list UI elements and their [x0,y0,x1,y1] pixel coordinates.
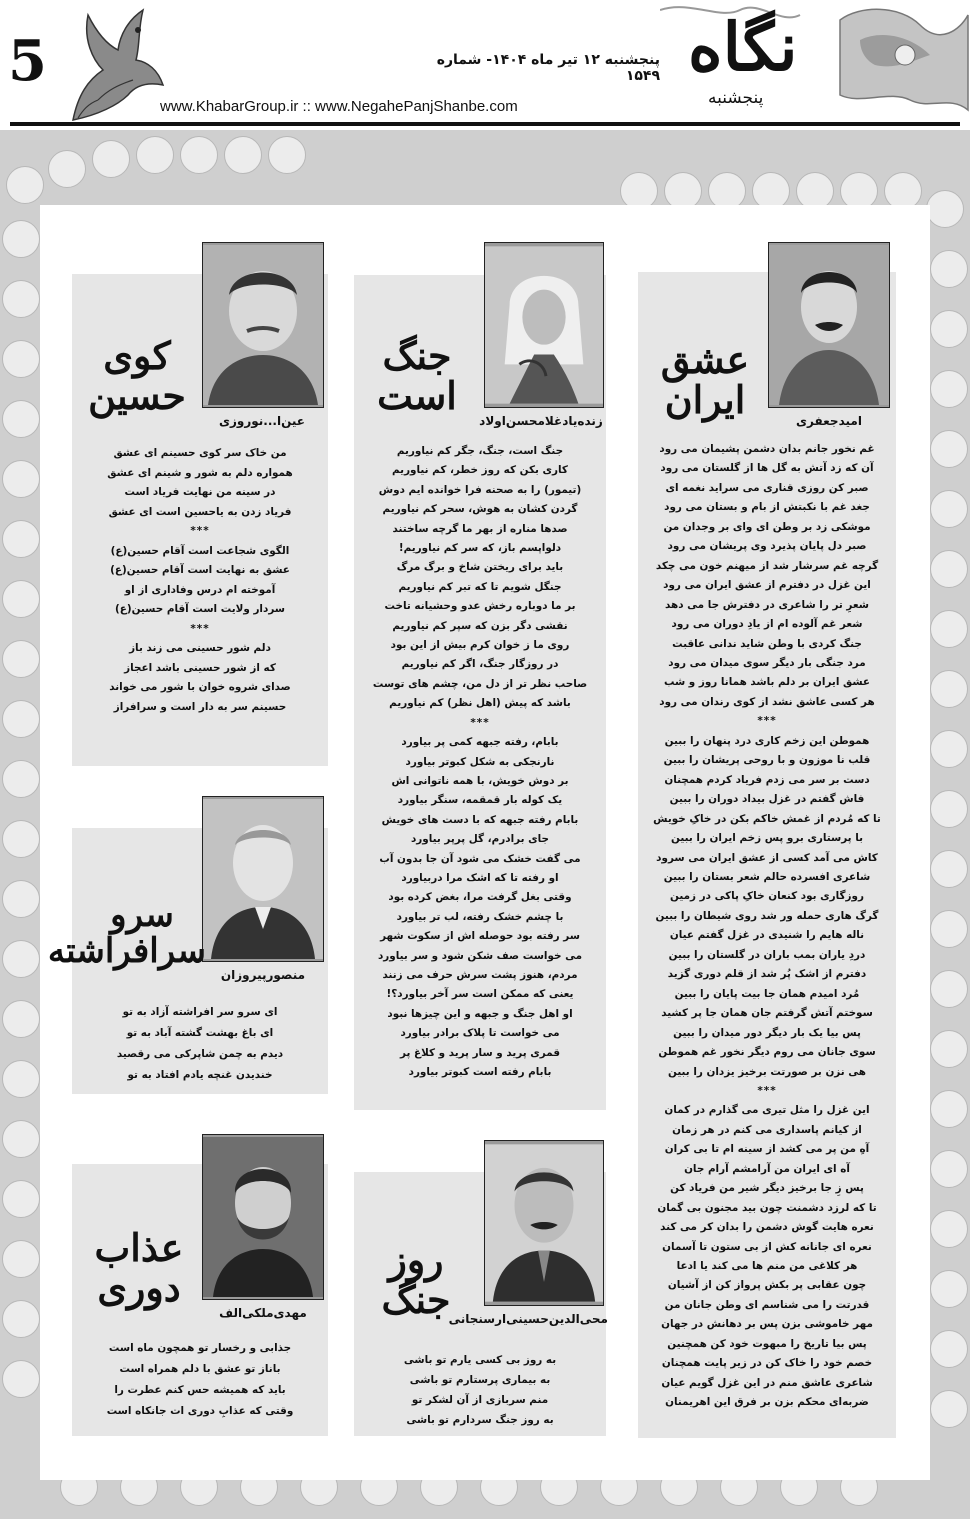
frame-hole [930,850,968,888]
poem-line: گردن کشان به هوش، سحر کم نیاوریم [382,503,578,516]
poem-line: جنگ کردی با وطن شاید ندانی عاقبت [672,637,862,650]
website-links[interactable]: www.KhabarGroup.ir :: www.NegahePanjShanbe.com [160,98,518,115]
poem-line: بابام رفته جبهه که با دست های خویش [381,813,579,826]
poem-line: خصم خود را خاک کن در زیر پایت همچنان [661,1357,873,1370]
poem-line: منم سربازی از آن لشکر تو [411,1394,549,1406]
author-photo [202,796,324,962]
poem-line: من خاک سر کوی حسینم ای عشق [113,447,287,459]
masthead-subtitle: پنجشنبه [708,88,764,108]
frame-hole [930,610,968,648]
poem-line: پس بیا یک بار دیگر دور میدان را ببین [673,1026,861,1039]
poem-title: عشق ایران [660,337,750,422]
poem-line: سردار ولایت است آقام حسین(ع) [114,603,286,615]
poem-line: غم نخور جانم بدان دشمن پشیمان می رود [659,443,875,455]
frame-hole [2,520,40,558]
poem-line: صبر دل پایان پذیرد وی پریشان می رود [667,540,867,553]
poem-line: مرد جنگی بار دیگر سوی میدان می رود [668,656,866,669]
frame-hole [930,730,968,768]
frame-hole [224,136,262,174]
author-name: مهدی‌ملکی‌الف [219,1306,307,1320]
frame-hole [2,1240,40,1278]
poem-line: ضربه‌ای محکم بزن بر فرق این اهریمنان [665,1396,869,1409]
frame-hole [136,136,174,174]
poem-line: الگوی شجاعت است آقام حسین(ع) [110,544,290,557]
frame-hole [2,1060,40,1098]
poem-line: آموخته ام درس وفاداری از او [124,583,276,596]
frame-hole [2,820,40,858]
poem-line: جنگل شویم تا که تبر کم نیاوریم [398,580,562,593]
poem-line: فاش گفتم در غزل بیداد دوران را ببین [669,793,865,806]
poem-line: شعرِ تر را شاعری در دفترش جا می دهد [665,598,869,611]
poem-line: این غزل در دفترم از عشق ایران می رود [663,579,871,592]
poem-line: باشد که پیش (اهل نظر) کم نیاوریم [389,697,571,710]
poem-line: گرچه غم سرشار شد از میهنم خون می چکد [655,559,879,572]
poem-line: آهِ من پر می کشد از سینه ام تا بی کران [664,1143,870,1156]
page-header [0,0,970,130]
poem-title: جنگ است [377,333,457,418]
frame-hole [930,250,968,288]
poem-line: هی نزن بر صورتت برخیز یزدان را ببین [667,1065,867,1078]
author-name: زنده‌یادغلامحسن‌اولاد [479,414,603,428]
poem-title: سرو سرافراشته [47,895,206,971]
poem-line: دلم شور حسینی می زند باز [129,642,271,654]
poem-line: مردم، هنوز پشت سرش حرف می زنند [382,968,578,981]
frame-hole [2,400,40,438]
poem-body [76,1338,324,1422]
phoenix-ornament-icon [58,0,168,125]
poem-line: عشق ایران بر دلم باشد همانا روز و شب [663,676,871,689]
poem-line: آه ای ایران من آرامشم آرام جان [684,1162,850,1175]
poem-line: بر دوش خویش، با همه ناتوانی اش [391,774,569,787]
poem-line: او رفته تا که اشک مرا دربیاورد [401,871,559,884]
frame-hole [2,1300,40,1338]
stanza-separator: *** [190,525,210,537]
poem-line: صبر کن روزی قناری می سراید نغمه ای [665,481,869,494]
poem-body [76,1002,324,1086]
page-number: 5 [8,28,47,94]
poem-title: عذاب دوری [94,1225,184,1310]
poem-line: شاعری عاشق منم در این غزل گویم عیان [661,1376,873,1389]
frame-hole [180,136,218,174]
poem-line: حسینم سر به دار است و سرافراز [113,700,287,713]
author-name: عین‌ا...نوروزی [219,414,305,428]
frame-hole [2,280,40,318]
poem-line: جغد غم با نکبتش از بام و بستان می رود [664,501,870,514]
poem-line: دردِ یاران بمب باران در گلستان را ببین [668,948,866,961]
frame-hole [930,790,968,828]
frame-hole [926,190,964,228]
poem-line: که از شور حسینی باشد اعجاز [124,661,276,674]
frame-hole [930,670,968,708]
poem-line: مهر خاموشی بزن پس بر دهانش در جهان [661,1318,873,1331]
masthead-title: نگاه [688,8,798,86]
stanza-separator: *** [757,715,777,728]
poem-line: باید برای ریختن شاخ و برگ مرگ [396,561,564,574]
frame-hole [930,1270,968,1308]
frame-hole [6,166,44,204]
poem-line: تا که لرزد دشمنت چون بید مجنون بی گمان [657,1201,877,1214]
poem-line: وقتی بغل گرفت مرا، بغض کرده بود [388,891,572,904]
poem-line: شعر غم آلوده ام از یادِ دوران می رود [671,618,863,631]
poem-line: صدای شروه خوان با شور می خواند [109,681,291,693]
poem-line: سوی جانان می روم دیگر نخور غم هموطن [658,1046,876,1059]
frame-hole [48,150,86,188]
frame-hole [930,490,968,528]
poem-line: ناله هایم را شنیدی در غزل گفتم عیان [669,929,865,942]
poem-line: آن که زد آتش به گل ها از گلستان می رود [660,462,874,475]
poem-line: روزگاری بود کنعان خاکِ پاکی در زمین [670,890,864,903]
poem-line: نارنجکی به شکل کبوتر بیاورد [405,755,555,768]
poem-line: باید که همیشه حس کنم عطرت را [114,1384,286,1396]
stanza-separator: *** [757,1084,777,1097]
poem-line: هموطن این زخم کاری درد پنهان را ببین [664,734,870,747]
poem-line: در سینه من نهایت فریاد است [124,486,276,498]
poem-line: سوختم آتش گرفتم جان همان جا پر کشید [661,1007,873,1020]
frame-hole [930,970,968,1008]
poem-line: وقتی که عذابِ دوری ات جانکاه است [106,1405,294,1417]
poem-body [358,442,602,1082]
author-photo [484,1140,604,1306]
poem-line: در روزگار جنگ، اگر کم نیاوریم [401,658,559,671]
poem-line: به روز بی کسی یارم تو باشی [403,1354,557,1366]
poem-line: موشکی زد بر وطن ای وای بر وجدان من [663,520,871,533]
poem-line: سر رفته بود حوصله اش از سکوت شهر [380,930,580,943]
poem-line: (تیمور) را به صحنه فرا خوانده ایم دوش [378,483,582,496]
poem-line: کاش می آمد کسی از عشق ایران می سرود [656,851,878,864]
poem-line: هر کسی عاشق نشد از کوی رندان می رود [659,695,875,708]
poem-title: کوی حسین [88,333,186,418]
poem-line: جای برادرم، گل پرپر بیاورد [410,833,550,846]
poem-line: یک کوله بار قمقمه، سنگر بیاورد [397,794,563,807]
frame-hole [930,1150,968,1188]
poem-line: یعنی که ممکن است سر آخر بیاورد؟! [386,988,574,1001]
poem-line: می خواست تا پلاک برادر بیاورد [400,1027,560,1040]
frame-hole [2,1360,40,1398]
author-name: منصورپیروزان [220,968,306,982]
frame-hole [2,1120,40,1158]
frame-hole [930,1210,968,1248]
poem-line: بابام، رفته جبهه کمی پر بیاورد [401,736,559,749]
poem-line: ای سرو سر افراشته آزاد به تو [122,1006,278,1018]
poem-line: صدها مناره از بهر ما گرچه ساختند [392,522,568,535]
poem-line: هر کلاغی من منم ها می کند یا ادعا [676,1260,858,1273]
frame-hole [930,370,968,408]
poem-line: همواره دلم به شور و شینم ای عشق [107,466,293,479]
poem-line: گرگ هاری حمله ور شد روی شیطان را ببین [655,909,879,922]
header-divider [10,122,960,126]
frame-hole [2,700,40,738]
frame-hole [930,550,968,588]
poem-line: نقشی دگر بزن که سپر کم نیاوریم [392,619,568,632]
poem-line: بابام رفته است کبوتر بیاورد [408,1066,552,1078]
poem-line: چون عقابی پر بکش پرواز کن از آشیان [667,1279,867,1292]
frame-hole [930,1090,968,1128]
frame-hole [2,1000,40,1038]
frame-hole [2,940,40,978]
poem-title: روز جنگ [381,1237,451,1322]
poem-line: روی ما ز خوان کرم بیش از این بود [390,639,570,652]
frame-hole [930,1030,968,1068]
stanza-separator: *** [470,716,490,729]
poem-line: تا که مُردم از غمش خاکم بکن در خاکِ خویش [653,812,881,825]
poem-line: به بیماری پرستارم تو باشی [409,1374,551,1386]
frame-hole [930,1390,968,1428]
author-name: امیدجعفری [796,414,862,428]
poem-line: دفترم از اشک پُر شد از قلم دوری گزید [667,968,867,981]
frame-hole [268,136,306,174]
poem-line: ای باغ بهشت گشته آباد به تو [126,1027,274,1039]
poem-line: با پرستاری برو پس زخم ایران را ببین [670,832,864,845]
poem-line: دلواپسم باز، که سر کم نیاوریم! [398,542,562,555]
author-photo [768,242,890,408]
poem-line: می گفت خشک می شود آن جا بدون آب [379,852,581,865]
poem-line: جذابی و رخسار تو همچون ماه است [108,1342,292,1354]
frame-hole [2,460,40,498]
poem-line: او اهل جنگ و جبهه و این چیزها نبود [387,1007,573,1020]
frame-hole [930,1330,968,1368]
poem-line: شاعری افسرده حالم شعر بستان را ببین [663,870,871,883]
poem-line: قمری پرید و سار پرید و کلاغ پر [399,1046,561,1059]
poem-line: خندیدن غنچه یادم افتاد به تو [127,1069,273,1081]
poem-line: این غزل را مثل تیری می گذارم در کمان [664,1104,870,1117]
frame-hole [930,430,968,468]
frame-hole [92,140,130,178]
poem-line: با چشم خشک رفته، لب تر بیاورد [396,910,564,923]
frame-hole [930,310,968,348]
frame-hole [930,910,968,948]
stanza-separator: *** [190,622,210,635]
poem-line: پس بیا تاریخ را مبهوت خود کن همچنین [667,1337,867,1350]
frame-hole [2,880,40,918]
frame-hole [2,220,40,258]
poem-line: فریاد زدن به یاحسین است ای عشق [108,505,292,518]
poem-body [358,1350,602,1430]
poem-line: دست بر سر می زدم فریاد کردم همچنان [664,773,870,786]
poem-body [76,444,324,717]
poem-body [642,440,892,1413]
poem-line: از کیانم پاسداری می کنم در هر زمان [672,1123,862,1136]
issue-date-line: پنجشنبه ۱۲ تیر ماه ۱۴۰۴- شماره ۱۵۴۹ [436,52,660,84]
poem-line: نعره ای جانانه کش از بی ستون تا آسمان [662,1240,872,1253]
frame-hole [2,760,40,798]
frame-hole [2,580,40,618]
poem-line: دیدم به چمن شاپرکی می رقصید [116,1048,284,1060]
poem-line: قدرتت را می شناسم ای وطن جانان من [664,1298,870,1311]
poem-line: جنگ است، جنگ، جگر کم نیاوریم [396,445,564,457]
author-photo [202,1134,324,1300]
poem-line: بر ما دوباره رخش عدو وحشیانه تاخت [384,600,576,613]
poem-line: می خواست صف شکن شود و سر بیاورد [377,949,583,962]
poem-line: عشق به نهایت است آقام حسین(ع) [110,564,290,576]
author-photo [202,242,324,408]
author-name: محی‌الدین‌حسینی‌ارسنجانی [448,1312,608,1326]
frame-hole [2,1180,40,1218]
poem-line: مُرد امیدم همان جا بیت پایان را ببین [674,987,860,1000]
poem-line: باناز تو عشق با دلم همراه است [119,1363,281,1375]
poem-line: پس زِ جا برخیز دیگر شیر من فریاد کن [670,1182,864,1195]
poem-line: صاحب نظر تر از دل من، چشم های توست [372,677,588,690]
author-photo [484,242,604,408]
poem-line: قلب نا موزون و با روحی پریشان را ببین [663,754,871,767]
poem-line: به روز جنگ سردارم تو باشی [406,1414,554,1426]
poem-line: کاری بکن که روز خطر، کم نیاوریم [392,464,568,477]
frame-hole [2,640,40,678]
poem-line: نعره هایت گوش دشمن را بدان کر می کند [660,1221,874,1234]
frame-hole [2,340,40,378]
